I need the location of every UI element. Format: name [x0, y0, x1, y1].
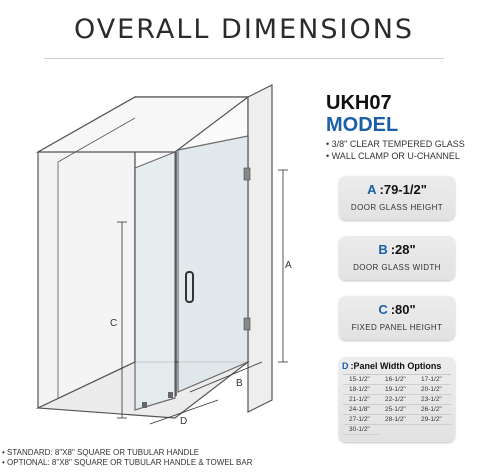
note-optional: • OPTIONAL: 8"X8" SQUARE OR TUBULAR HANDLE & TOWEL BAR: [2, 458, 253, 467]
width-option: 29-1/2": [415, 415, 451, 425]
dim-label-b: B: [236, 378, 243, 389]
shower-diagram: [0, 62, 320, 447]
dimension-value: :28": [390, 242, 416, 257]
feature-list: [326, 138, 465, 162]
page-title: OVERALL DIMENSIONS: [73, 14, 415, 45]
width-option: 18-1/2": [343, 385, 379, 395]
dimension-letter: A: [367, 182, 377, 197]
width-option: 25-1/2": [379, 405, 415, 415]
floor-clamp-2: [168, 392, 173, 398]
dimension-card-c: [339, 296, 455, 340]
feature-item: • WALL CLAMP OR U-CHANNEL: [326, 151, 460, 161]
width-option: 26-1/2": [415, 405, 451, 415]
dim-label-a: A: [285, 260, 292, 271]
title-divider: [44, 58, 444, 59]
width-option: 30-1/2": [343, 425, 379, 435]
dimension-value: :79-1/2": [379, 182, 427, 197]
feature-item: • 3/8" CLEAR TEMPERED GLASS: [326, 139, 465, 149]
fixed-glass-panel: [135, 152, 175, 410]
dimension-card-b: [339, 236, 455, 280]
door-glass: [178, 136, 248, 392]
dimension-label: FIXED PANEL HEIGHT: [351, 323, 443, 332]
dimension-card-a: [339, 176, 455, 220]
floor-clamp-1: [142, 402, 147, 408]
width-option: 16-1/2": [379, 375, 415, 385]
note-standard: • STANDARD: 8"X8" SQUARE OR TUBULAR HANDLE: [2, 448, 200, 457]
dimension-value: :80": [390, 302, 416, 317]
panel-width-options: [339, 357, 455, 442]
model-code: UKH07: [326, 92, 392, 114]
width-option: 15-1/2": [343, 375, 379, 385]
hinge-top: [244, 168, 250, 180]
panel-letter: D: [342, 361, 349, 371]
width-option: 20-1/2": [415, 385, 451, 395]
width-option: 19-1/2": [379, 385, 415, 395]
handle-notes: [2, 448, 252, 468]
width-option: 22-1/2": [379, 395, 415, 405]
width-option: 24-1/8": [343, 405, 379, 415]
width-option: 21-1/2": [343, 395, 379, 405]
model-label: MODEL: [326, 114, 399, 136]
width-option: 27-1/2": [343, 415, 379, 425]
width-option: 23-1/2": [415, 395, 451, 405]
panel-title: :Panel Width Options: [350, 361, 442, 371]
width-options-grid: [343, 374, 451, 435]
dimension-letter: B: [378, 242, 388, 257]
dimension-letter: C: [378, 302, 388, 317]
hinge-bottom: [244, 318, 250, 330]
dim-label-c: C: [110, 318, 118, 329]
width-option: 17-1/2": [415, 375, 451, 385]
dim-label-d: D: [180, 416, 188, 427]
width-option: 28-1/2": [379, 415, 415, 425]
dimension-label: DOOR GLASS WIDTH: [353, 263, 441, 272]
dimension-label: DOOR GLASS HEIGHT: [350, 203, 444, 212]
